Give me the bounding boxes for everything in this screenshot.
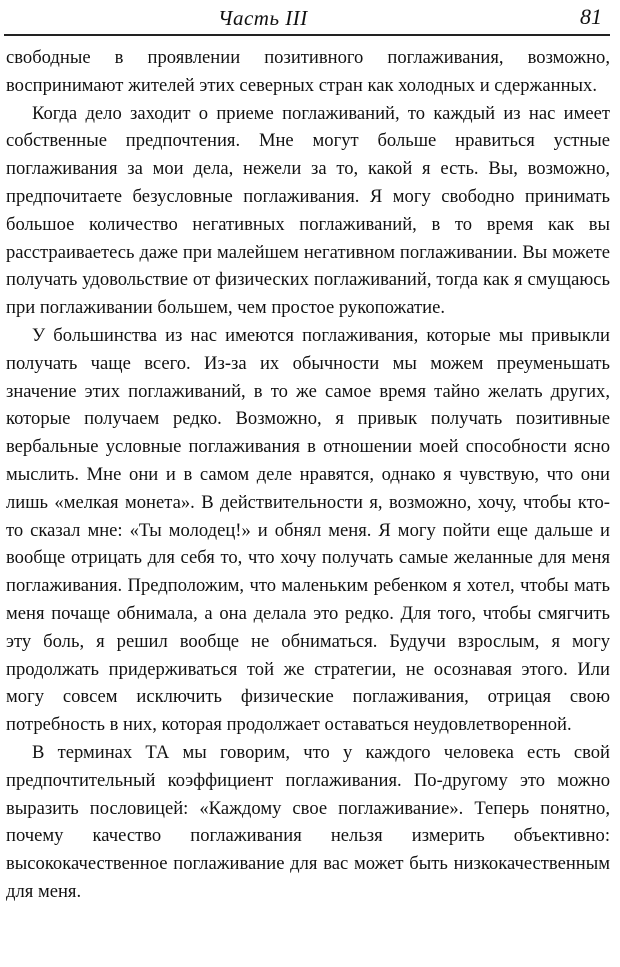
page-number: 81	[580, 4, 602, 29]
running-title: Часть III	[218, 6, 308, 30]
header-rule	[4, 34, 610, 36]
body-text	[6, 44, 610, 906]
paragraph: Когда дело заходит о приеме поглаживаний, то каждый из нас имеет собственные предпочтения. Мне могут больше нравиться устные поглаживания за мои дела, нежели за то, какой я есть. Вы, возможно, предпочитаете безусловные поглаживания. Я могу свободно принимать большое количество негативных поглаживаний, в то время как вы расстраиваетесь даже при малейшем негативном поглаживании. Вы можете получать удовольствие от физических поглаживаний, тогда как я смущаюсь при поглаживании большем, чем простое рукопожатие.	[6, 102, 610, 319]
paragraph: У большинства из нас имеются поглаживания, которые мы привыкли получать чаще всего. Из-за их обычности мы можем преуменьшать значение этих поглаживаний, в то же самое время тайно желать других, которые получаем редко. Возможно, я привык получать позитивные вербальные условные поглаживания в отношении моей способности ясно мыслить. Мне они и в самом деле нравятся, однако я чувствую, что они лишь «мелкая монета». В действительности я, возможно, хочу, чтобы кто-то сказал мне: «Ты молодец!» и обнял меня. Я могу пойти еще дальше и вообще отрицать для себя то, что хочу получать самые желанные для меня поглаживания. Предположим, что маленьким ребенком я хотел, чтобы мать меня почаще обнимала, а она делала это редко. Для того, чтобы смягчить эту боль, я решил вообще не обниматься. Будучи взрослым, я могу продолжать придерживаться той же стратегии, не осознавая этого. Или могу совсем исключить физические поглаживания, отрицая свою потребность в них, которая продолжает оставаться неудовлетворенной.	[6, 324, 610, 736]
paragraph-continued: свободные в проявлении позитивного поглаживания, возможно, воспринимают жителей этих северных стран как холодных и сдержанных.	[6, 47, 610, 96]
page-header	[0, 0, 620, 38]
paragraph: В терминах ТА мы говорим, что у каждого человека есть свой предпочтительный коэффициент поглаживания. По-другому это можно выразить пословицей: «Каждому свое поглаживание». Теперь понятно, почему качество поглаживания нельзя измерить объективно: высококачественное поглаживание для вас может быть низкокачественным для меня.	[6, 741, 610, 902]
